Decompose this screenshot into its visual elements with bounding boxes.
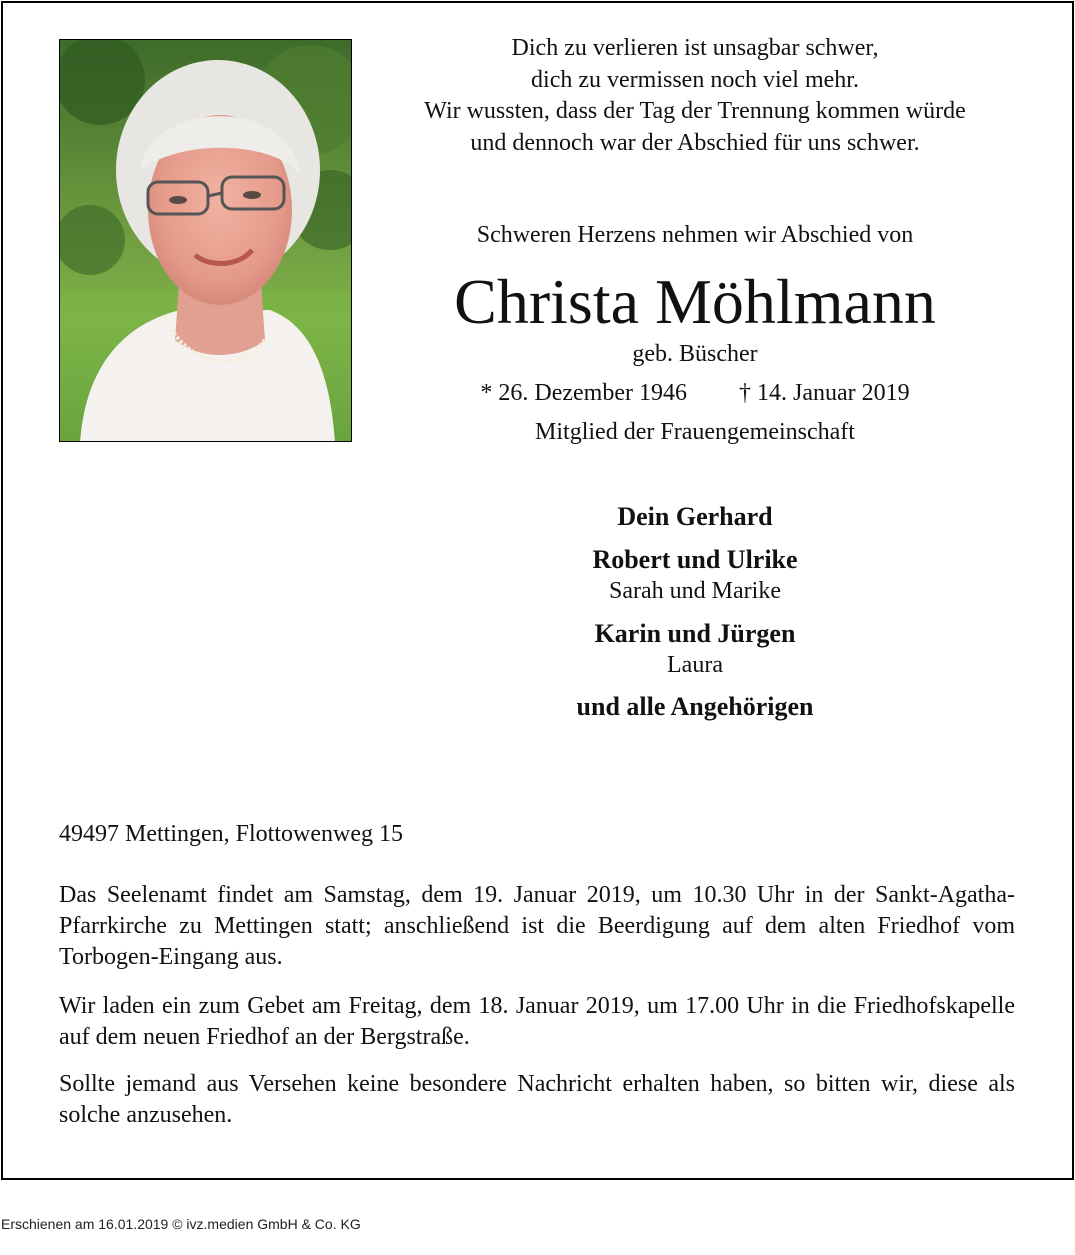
family-line: Karin und Jürgen xyxy=(594,619,796,648)
address: 49497 Mettingen, Flottowenweg 15 xyxy=(59,821,403,847)
family-line: und alle Angehörigen xyxy=(576,692,814,721)
family-line: Dein Gerhard xyxy=(617,502,773,531)
publication-footer: Erschienen am 16.01.2019 © ivz.medien GmbH & Co. KG xyxy=(1,1216,361,1232)
membership: Mitglied der Frauengemeinschaft xyxy=(535,419,855,445)
paragraph: Wir laden ein zum Gebet am Freitag, dem 18. Januar 2019, um 17.00 Uhr in die Friedhofskapelle auf dem neuen Friedhof an der Bergstraße. xyxy=(59,993,1015,1050)
birth-date: * 26. Dezember 1946 xyxy=(480,380,687,406)
family-subline: Sarah und Marike xyxy=(609,578,781,604)
paragraph: Das Seelenamt findet am Samstag, dem 19. Januar 2019, um 10.30 Uhr in der Sankt-Agatha-Pfarrkirche zu Mettingen statt; anschließend ist die Beerdigung auf dem alten Friedhof vom Torbogen-Eingang aus. xyxy=(59,882,1015,970)
poem-line: Wir wussten, dass der Tag der Trennung kommen würde xyxy=(424,98,966,124)
family-subline: Laura xyxy=(667,652,723,678)
farewell-intro: Schweren Herzens nehmen wir Abschied von xyxy=(476,222,914,248)
maiden-name: geb. Büscher xyxy=(632,341,758,367)
poem xyxy=(360,33,1030,159)
paragraph: Sollte jemand aus Versehen keine besondere Nachricht erhalten haben, so bitten wir, diese als solche anzusehen. xyxy=(59,1071,1015,1128)
death-date: † 14. Januar 2019 xyxy=(738,380,910,406)
portrait-photo xyxy=(59,39,352,442)
deceased-name: Christa Möhlmann xyxy=(454,266,936,337)
life-dates xyxy=(360,380,1030,407)
family-line: Robert und Ulrike xyxy=(592,545,798,574)
poem-line: und dennoch war der Abschied für uns schwer. xyxy=(470,129,920,156)
poem-line: dich zu vermissen noch viel mehr. xyxy=(531,66,859,93)
poem-line: Dich zu verlieren ist unsagbar schwer, xyxy=(511,35,879,61)
